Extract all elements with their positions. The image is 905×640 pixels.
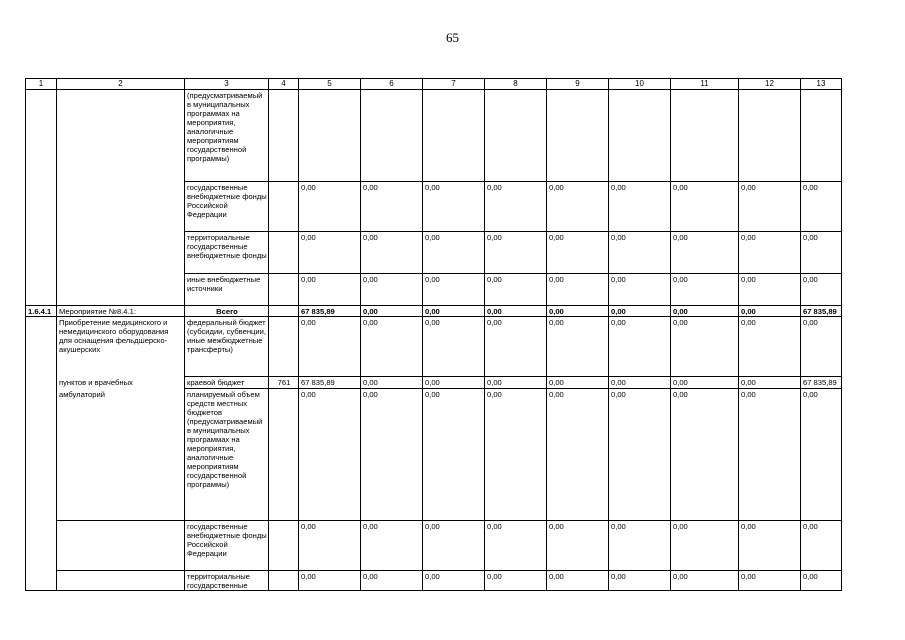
- cell-amount: 0,00: [547, 317, 609, 377]
- cell-amount: 0,00: [739, 306, 801, 317]
- header-row: [26, 79, 842, 90]
- cell-grbs-code: [269, 521, 299, 571]
- column-header-11: 11: [671, 79, 739, 90]
- cell-amount: [361, 90, 423, 182]
- cell-amount: 0,00: [423, 571, 485, 591]
- cell-amount: [299, 90, 361, 182]
- cell-code: [26, 317, 57, 377]
- cell-grbs-code: [269, 317, 299, 377]
- cell-amount: 0,00: [485, 274, 547, 306]
- cell-amount: 0,00: [423, 377, 485, 389]
- cell-code: [26, 274, 57, 306]
- cell-code: 1.6.4.1: [26, 306, 57, 317]
- cell-amount: 0,00: [801, 571, 842, 591]
- cell-amount: 0,00: [361, 232, 423, 274]
- cell-code: [26, 232, 57, 274]
- cell-funding-source: государственные внебюджетные фонды Российской Федерации: [185, 182, 269, 232]
- cell-event-name: [57, 571, 185, 591]
- cell-amount: 0,00: [299, 182, 361, 232]
- cell-amount: 0,00: [299, 571, 361, 591]
- cell-funding-source: планируемый объем средств местных бюджетов (предусматриваемый в муниципальных программах на мероприятия, аналогичные мероприятиям государственной программы): [185, 389, 269, 521]
- cell-amount: 0,00: [423, 521, 485, 571]
- cell-amount: 0,00: [547, 389, 609, 521]
- cell-event-name: Мероприятие №8.4.1:: [57, 306, 185, 317]
- cell-event-name: [57, 274, 185, 306]
- cell-grbs-code: [269, 274, 299, 306]
- cell-amount: 0,00: [739, 521, 801, 571]
- cell-amount: 67 835,89: [801, 377, 842, 389]
- cell-event-name: [57, 90, 185, 182]
- cell-amount: 0,00: [485, 377, 547, 389]
- cell-grbs-code: 761: [269, 377, 299, 389]
- cell-funding-source: иные внебюджетные источники: [185, 274, 269, 306]
- cell-amount: 0,00: [485, 306, 547, 317]
- cell-amount: 0,00: [485, 571, 547, 591]
- cell-amount: 0,00: [423, 274, 485, 306]
- cell-amount: 0,00: [671, 232, 739, 274]
- budget-table: [25, 78, 842, 591]
- cell-amount: 0,00: [361, 182, 423, 232]
- cell-amount: 0,00: [299, 317, 361, 377]
- cell-code: [26, 90, 57, 182]
- table-row: [26, 571, 842, 591]
- cell-amount: 0,00: [361, 521, 423, 571]
- cell-code: [26, 389, 57, 521]
- table-row: [26, 306, 842, 317]
- cell-funding-source: федеральный бюджет (субсидии, субвенции, иные межбюджетные трансферты): [185, 317, 269, 377]
- cell-amount: [801, 90, 842, 182]
- column-header-13: 13: [801, 79, 842, 90]
- cell-amount: 0,00: [609, 571, 671, 591]
- cell-funding-source: территориальные государственные внебюджетные фонды: [185, 232, 269, 274]
- cell-amount: 0,00: [671, 571, 739, 591]
- cell-amount: 0,00: [609, 306, 671, 317]
- cell-amount: 0,00: [671, 317, 739, 377]
- cell-amount: 0,00: [485, 521, 547, 571]
- cell-amount: 0,00: [485, 182, 547, 232]
- cell-amount: 0,00: [671, 389, 739, 521]
- cell-amount: 0,00: [609, 182, 671, 232]
- cell-amount: 0,00: [739, 232, 801, 274]
- cell-amount: 0,00: [671, 306, 739, 317]
- cell-amount: 0,00: [739, 571, 801, 591]
- cell-amount: 67 835,89: [299, 306, 361, 317]
- cell-amount: [609, 90, 671, 182]
- cell-amount: 0,00: [609, 521, 671, 571]
- column-header-5: 5: [299, 79, 361, 90]
- cell-amount: 0,00: [609, 389, 671, 521]
- cell-funding-source: краевой бюджет: [185, 377, 269, 389]
- cell-amount: 0,00: [801, 317, 842, 377]
- cell-grbs-code: [269, 90, 299, 182]
- cell-amount: 0,00: [739, 182, 801, 232]
- cell-event-name: амбулаторий: [57, 389, 185, 521]
- cell-amount: 0,00: [547, 306, 609, 317]
- table-row: [26, 521, 842, 571]
- cell-event-name: [57, 232, 185, 274]
- cell-amount: 0,00: [423, 232, 485, 274]
- cell-amount: 0,00: [739, 274, 801, 306]
- cell-amount: 0,00: [547, 377, 609, 389]
- cell-event-name: пунктов и врачебных: [57, 377, 185, 389]
- cell-amount: 0,00: [547, 521, 609, 571]
- cell-amount: 0,00: [609, 317, 671, 377]
- cell-code: [26, 377, 57, 389]
- column-header-4: 4: [269, 79, 299, 90]
- cell-amount: 0,00: [361, 389, 423, 521]
- table-row: [26, 317, 842, 377]
- cell-amount: 0,00: [547, 571, 609, 591]
- cell-code: [26, 571, 57, 591]
- cell-amount: 0,00: [299, 232, 361, 274]
- column-header-10: 10: [609, 79, 671, 90]
- cell-amount: 0,00: [801, 232, 842, 274]
- cell-event-name: [57, 182, 185, 232]
- cell-amount: 0,00: [423, 306, 485, 317]
- cell-amount: 0,00: [739, 317, 801, 377]
- cell-amount: [739, 90, 801, 182]
- cell-amount: 0,00: [361, 317, 423, 377]
- column-header-7: 7: [423, 79, 485, 90]
- cell-funding-source: территориальные государственные: [185, 571, 269, 591]
- cell-amount: 0,00: [423, 182, 485, 232]
- column-header-8: 8: [485, 79, 547, 90]
- cell-amount: 0,00: [801, 389, 842, 521]
- cell-amount: 0,00: [739, 389, 801, 521]
- cell-code: [26, 521, 57, 571]
- cell-amount: 0,00: [609, 377, 671, 389]
- cell-amount: 0,00: [361, 571, 423, 591]
- cell-amount: 0,00: [485, 389, 547, 521]
- cell-amount: 0,00: [609, 274, 671, 306]
- cell-amount: 0,00: [361, 274, 423, 306]
- cell-funding-source: Всего: [185, 306, 269, 317]
- cell-amount: [423, 90, 485, 182]
- cell-amount: 0,00: [671, 377, 739, 389]
- cell-amount: 0,00: [547, 274, 609, 306]
- cell-grbs-code: [269, 306, 299, 317]
- cell-amount: 0,00: [801, 274, 842, 306]
- page-number: 65: [446, 30, 459, 45]
- column-header-6: 6: [361, 79, 423, 90]
- cell-grbs-code: [269, 389, 299, 521]
- table-row: [26, 274, 842, 306]
- table-row: [26, 232, 842, 274]
- table-row: [26, 389, 842, 521]
- cell-amount: 0,00: [739, 377, 801, 389]
- cell-amount: 0,00: [801, 182, 842, 232]
- cell-amount: 0,00: [671, 521, 739, 571]
- cell-amount: 0,00: [423, 317, 485, 377]
- cell-amount: 0,00: [361, 377, 423, 389]
- cell-amount: 0,00: [423, 389, 485, 521]
- cell-amount: [547, 90, 609, 182]
- cell-amount: 0,00: [671, 274, 739, 306]
- cell-amount: 0,00: [299, 274, 361, 306]
- column-header-1: 1: [26, 79, 57, 90]
- cell-funding-source: (предусматриваемый в муниципальных программах на мероприятия, аналогичные мероприятиям государственной программы): [185, 90, 269, 182]
- cell-amount: 67 835,89: [299, 377, 361, 389]
- table-row: [26, 182, 842, 232]
- column-header-2: 2: [57, 79, 185, 90]
- cell-amount: 0,00: [299, 521, 361, 571]
- cell-amount: [485, 90, 547, 182]
- cell-grbs-code: [269, 232, 299, 274]
- cell-amount: [671, 90, 739, 182]
- cell-grbs-code: [269, 182, 299, 232]
- table-row: [26, 90, 842, 182]
- cell-amount: 0,00: [485, 317, 547, 377]
- column-header-3: 3: [185, 79, 269, 90]
- cell-amount: 0,00: [547, 232, 609, 274]
- cell-amount: 0,00: [361, 306, 423, 317]
- cell-event-name: Приобретение медицинского и немедицинского оборудования для оснащения фельдшерско-акушерских: [57, 317, 185, 377]
- cell-funding-source: государственные внебюджетные фонды Российской Федерации: [185, 521, 269, 571]
- cell-code: [26, 182, 57, 232]
- cell-amount: 0,00: [547, 182, 609, 232]
- cell-amount: 67 835,89: [801, 306, 842, 317]
- cell-amount: 0,00: [609, 232, 671, 274]
- column-header-9: 9: [547, 79, 609, 90]
- cell-amount: 0,00: [671, 182, 739, 232]
- cell-grbs-code: [269, 571, 299, 591]
- cell-amount: 0,00: [299, 389, 361, 521]
- cell-event-name: [57, 521, 185, 571]
- cell-amount: 0,00: [485, 232, 547, 274]
- table-row: [26, 377, 842, 389]
- column-header-12: 12: [739, 79, 801, 90]
- cell-amount: 0,00: [801, 521, 842, 571]
